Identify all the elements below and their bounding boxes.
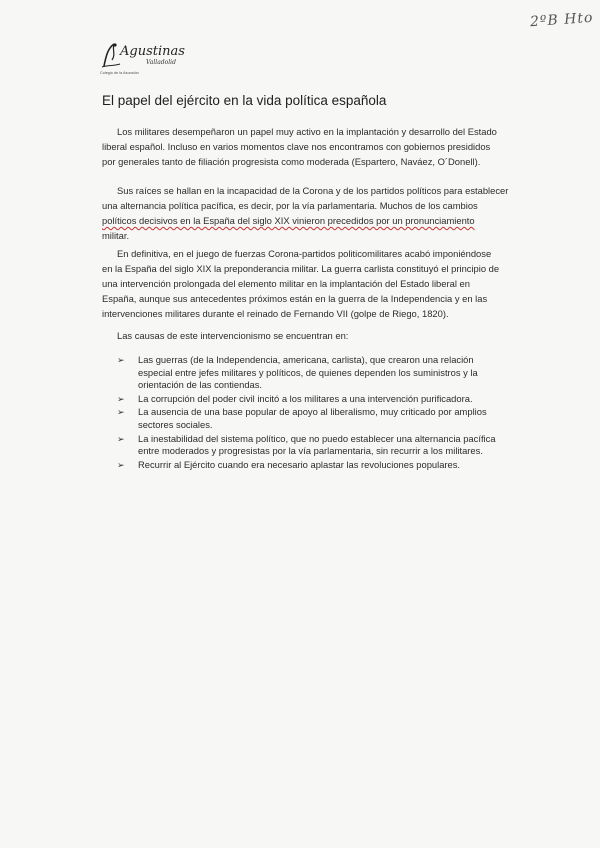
text-line: militar. — [102, 230, 130, 241]
arrow-bullet-icon: ➢ — [117, 355, 125, 365]
list-item — [117, 393, 527, 406]
paragraph-1 — [102, 124, 522, 169]
text-line: entre moderados y progresistas por la vía parlamentaria, sin recurrir a los militares. — [138, 445, 483, 457]
text-line: por generales tanto de filiación progresista como moderada (Espartero, Naváez, O´Donell). — [102, 156, 481, 167]
arrow-bullet-icon: ➢ — [117, 407, 125, 418]
logo-name: Agustinas — [120, 44, 185, 59]
text-line: Sus raíces se hallan en la incapacidad de la Corona y de los partidos políticos para establecer — [117, 185, 509, 196]
logo-subtitle: Valladolid — [146, 59, 176, 66]
list-item — [117, 354, 527, 392]
text-line: La ausencia de una base popular de apoyo al liberalismo, muy criticado por amplios — [138, 406, 487, 418]
text-line: España, aunque sus antecedentes próximos están en la guerra de la Independencia y en las — [102, 293, 488, 304]
paragraph-3 — [102, 246, 522, 321]
text-line: en la España del siglo XIX la preponderancia militar. La guerra carlista constituyó el principio de — [102, 263, 500, 274]
text-line: orientación de las contiendas. — [138, 379, 263, 391]
text-line: liberal español. Incluso en varios momentos clave nos encontramos con gobiernos presididos — [102, 141, 491, 152]
text-line: La inestabilidad del sistema político, que no puedo establecer una alternancia pacífica — [138, 432, 496, 444]
text-line: Recurrir al Ejército cuando era necesario aplastar las revoluciones populares. — [138, 458, 461, 470]
text-line: una intervención prolongada del elemento militar en la implantación del Estado liberal en — [102, 278, 470, 289]
text-line: una alternancia política pacífica, es decir, por la vía parlamentaria. Muchos de los cambios — [102, 200, 478, 211]
arrow-bullet-icon: ➢ — [117, 393, 125, 404]
school-logo — [100, 40, 190, 80]
text-line: sectores sociales. — [138, 418, 213, 430]
handwritten-note: 2ºB Hto — [529, 9, 594, 31]
arrow-bullet-icon: ➢ — [117, 433, 125, 444]
text-line: Los militares desempeñaron un papel muy activo en la implantación y desarrollo del Estado — [117, 126, 497, 137]
causes-list — [117, 354, 527, 471]
text-line: políticos decisivos en la España del siglo XIX vinieron precedidos por un pronunciamiento — [102, 215, 475, 226]
list-item — [117, 406, 527, 431]
paragraph-4 — [102, 328, 522, 343]
document-title: El papel del ejército en la vida política española — [102, 93, 387, 108]
list-item — [117, 459, 527, 472]
text-line: especial entre jefes militares y políticos, de quienes dependen los suministros y la — [138, 366, 478, 378]
logo-tagline: Colegio de la Asunción — [100, 71, 139, 75]
logo-emblem-icon — [100, 40, 122, 70]
list-item — [117, 433, 527, 458]
paragraph-2 — [102, 183, 522, 243]
arrow-bullet-icon: ➢ — [117, 459, 125, 470]
text-line: intervenciones militares durante el reinado de Fernando VII (golpe de Riego, 1820). — [102, 308, 449, 319]
text-line: Las guerras (de la Independencia, americana, carlista), que crearon una relación — [138, 354, 474, 365]
text-line: En definitiva, en el juego de fuerzas Corona-partidos politicomilitares acabó imponiéndose — [117, 248, 492, 259]
text-line: La corrupción del poder civil incitó a los militares a una intervención purificadora. — [138, 392, 473, 404]
text-line: Las causas de este intervencionismo se encuentran en: — [117, 330, 349, 341]
